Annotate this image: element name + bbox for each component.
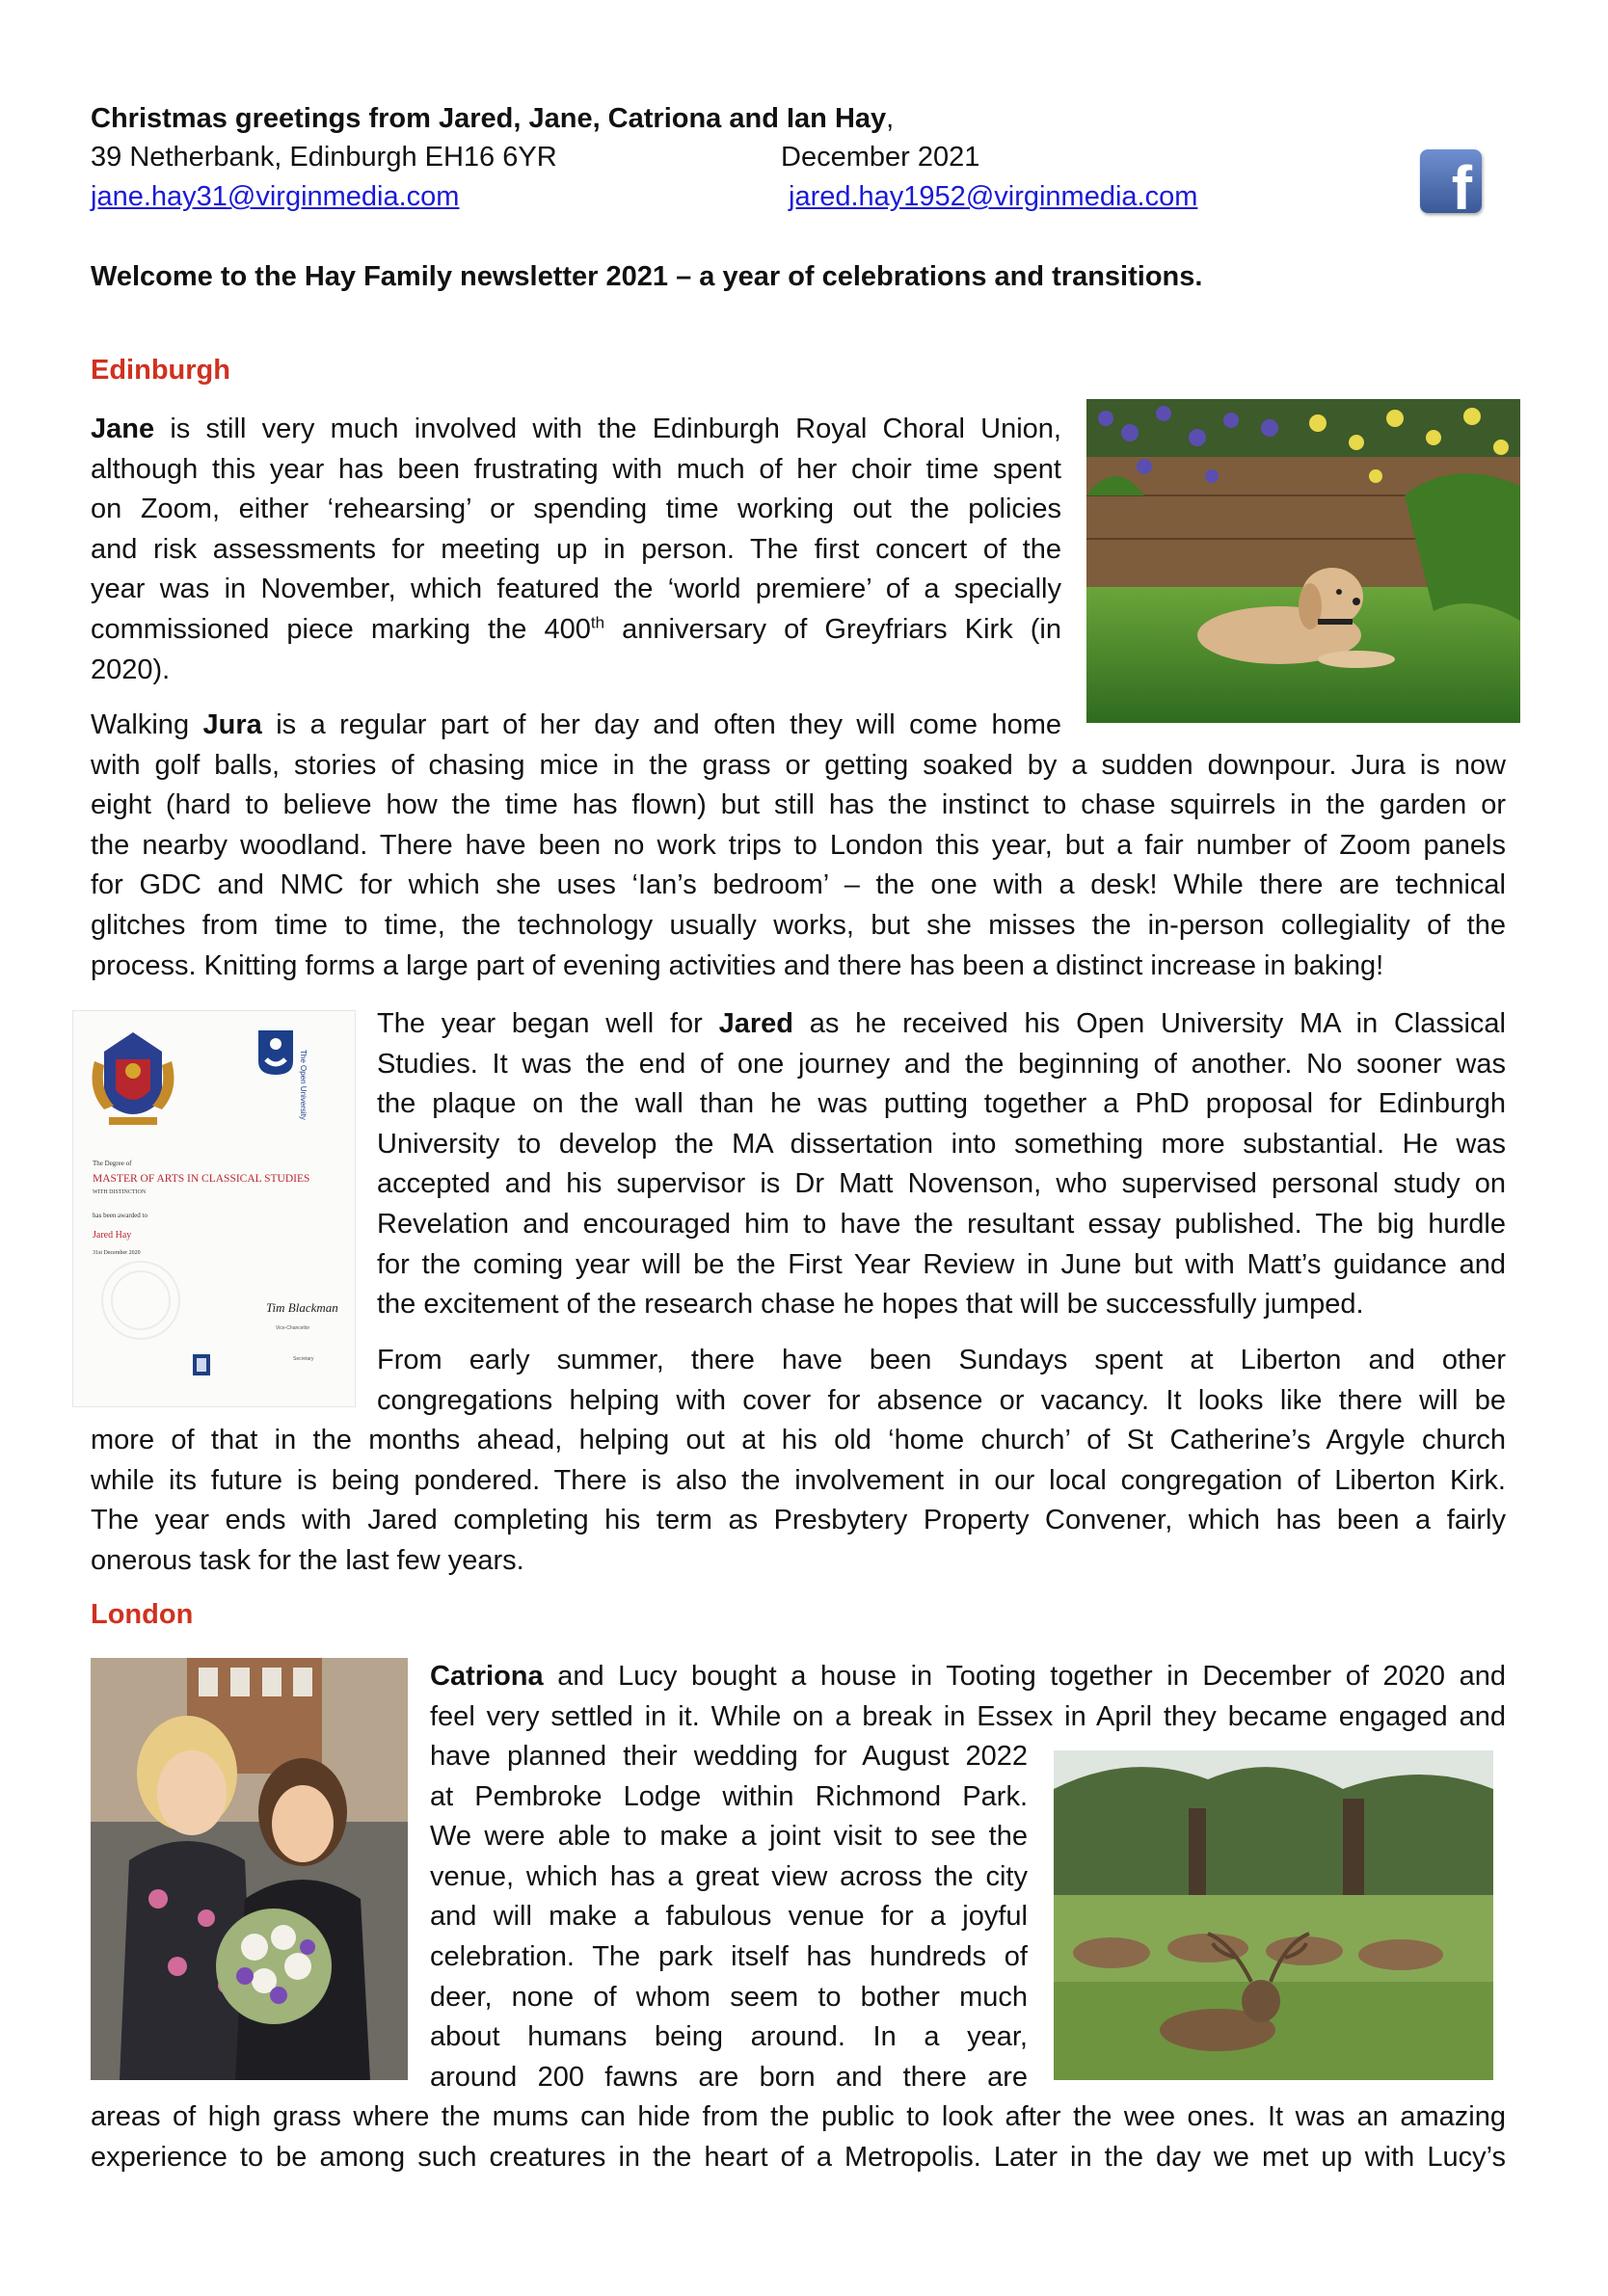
certificate-image [72,1010,356,1407]
wedding-line: have planned their wedding for August 2022 [430,1741,1028,1772]
certificate-date: 31st December 2020 [93,1250,141,1256]
section-heading-london: London [91,1599,194,1630]
address: 39 Netherbank, Edinburgh EH16 6YR [91,142,557,173]
summer-line: more of that in the months ahead, helping out at his old ‘home church’ of St Catherine’s Argyle church [91,1425,1506,1455]
email-link-jane[interactable]: jane.hay31@virginmedia.com [91,181,460,212]
jura-line: is a regular part of her day and often they will come home [261,709,1061,740]
jura-line: glitches from time to time, the technology usually works, but she misses the in-person collegiality of the [91,909,1506,941]
wedding-line: at Pembroke Lodge within Richmond Park. [430,1780,1028,1812]
closing-line: experience to be among such creatures in the heart of a Metropolis. Later in the day we met up with Lucy’s [91,2141,1506,2173]
welcome-heading: Welcome to the Hay Family newsletter 2021 – a year of celebrations and transitions. [91,261,1203,292]
wedding-line: about humans being around. In a year, [430,2021,1028,2053]
certificate-secretary: Secretary [293,1356,314,1362]
jane-line: commissioned piece marking the 400 [91,613,591,645]
jura-line: eight (hard to believe how the time has flown) but still has the instinct to chase squirrels in the garden or [91,789,1506,821]
jared-line: accepted and his supervisor is Dr Matt Novenson, who supervised personal study on [377,1168,1506,1200]
greeting-text: Christmas greetings from Jared, Jane, Catriona and Ian Hay [91,103,887,134]
catriona-line: feel very settled in it. While on a break in Essex in April they became engaged and [430,1700,1506,1732]
certificate-university: The Open University [299,1050,308,1120]
wedding-line: venue, which has a great view across the city [430,1860,1028,1892]
jura-paragraph [91,706,1506,986]
certificate-signature: Tim Blackman [266,1300,338,1315]
wedding-line: deer, none of whom seem to bother much [430,1981,1028,2013]
jane-name: Jane [91,414,155,444]
jared-line: Revelation and encouraged him to have the resultant essay published. The big hurdle [377,1208,1506,1240]
certificate-distinction: WITH DISTINCTION [93,1189,147,1195]
jared-line: for the coming year will be the First Year Review in June but with Matt’s guidance and [377,1248,1506,1280]
deer-photo [1054,1750,1493,2080]
jura-name: Jura [202,709,262,740]
dog-photo [1086,399,1520,723]
wedding-paragraph [430,1737,1028,2097]
catriona-line: and Lucy bought a house in Tooting together in December of 2020 and [543,1661,1506,1692]
jura-line: the nearby woodland. There have been no work trips to London this year, but a fair number of Zoom panels [91,829,1506,861]
jura-line: for GDC and NMC for which she uses ‘Ian’s bedroom’ – the one with a desk! While there are technical [91,869,1506,901]
jared-line: as he received his Open University MA in Classical [792,1008,1506,1039]
wedding-line: around 200 fawns are born and there are [430,2061,1028,2093]
jura-line: process. Knitting forms a large part of evening activities and there has been a distinct increase in baking! [91,949,1384,981]
jane-line: year was in November, which featured the ‘world premiere’ of a specially [91,574,1061,605]
jared-line: Studies. It was the end of one journey and the beginning of another. No sooner was [377,1048,1506,1080]
jane-line: and risk assessments for meeting up in person. The first concert of the [91,533,1061,565]
jared-paragraph [377,1004,1506,1325]
summer-paragraph [377,1341,1506,1421]
jane-line: is still very much involved with the Edinburgh Royal Choral Union, [154,414,1061,444]
wedding-line: and will make a fabulous venue for a joyful [430,1901,1028,1933]
jared-line: the excitement of the research chase he hopes that will be successfully jumped. [377,1289,1364,1321]
summer-line: onerous task for the last few years. [91,1544,524,1576]
jura-line: with golf balls, stories of chasing mice in the grass or getting soaked by a sudden downpour. Jura is now [91,749,1506,781]
catriona-lucy-photo [91,1658,408,2080]
ordinal-suffix: th [590,613,605,632]
jane-line: anniversary of Greyfriars Kirk (in [604,613,1062,645]
summer-line: From early summer, there have been Sundays spent at Liberton and other [377,1345,1506,1375]
summer-line: The year ends with Jared completing his term as Presbytery Property Convener, which has been a fairly [91,1505,1506,1536]
certificate-degree: MASTER OF ARTS IN CLASSICAL STUDIES [93,1173,310,1185]
jane-line: although this year has been frustrating with much of her choir time spent [91,453,1061,485]
jared-name: Jared [718,1008,793,1039]
summer-line: while its future is being pondered. There is also the involvement in our local congregation of Liberton Kirk. [91,1464,1506,1496]
certificate-recipient: Jared Hay [93,1230,132,1241]
jane-line: 2020). [91,654,171,685]
jura-intro: Walking [91,709,203,740]
catriona-paragraph [430,1657,1506,1737]
greeting-line [91,99,894,139]
jared-intro: The year began well for [377,1008,719,1039]
wedding-line: celebration. The park itself has hundreds of [430,1940,1028,1972]
greeting-comma: , [886,103,895,134]
catriona-name: Catriona [430,1661,544,1692]
certificate-sign-role: Vice-Chancellor [276,1325,310,1331]
summer-line: congregations helping with cover for absence or vacancy. It looks like there will be [377,1384,1506,1416]
jane-paragraph [91,410,1061,690]
certificate-degree-intro: The Degree of [93,1160,132,1167]
section-heading-edinburgh: Edinburgh [91,355,230,386]
closing-paragraph [91,2097,1506,2177]
closing-line: areas of high grass where the mums can hide from the public to look after the wee ones. It was an amazing [91,2101,1506,2132]
facebook-icon[interactable]: f [1420,149,1482,213]
newsletter-date: December 2021 [781,142,980,173]
summer-paragraph-continued [91,1421,1506,1581]
certificate-awarded: has been awarded to [93,1212,147,1219]
jared-line: University to develop the MA dissertation into something more substantial. He was [377,1128,1506,1160]
jared-line: the plaque on the wall than he was putting together a PhD proposal for Edinburgh [377,1088,1506,1120]
email-link-jared[interactable]: jared.hay1952@virginmedia.com [789,181,1198,212]
jane-line: on Zoom, either ‘rehearsing’ or spending time working out the policies [91,494,1061,525]
wedding-line: We were able to make a joint visit to see the [430,1821,1028,1853]
